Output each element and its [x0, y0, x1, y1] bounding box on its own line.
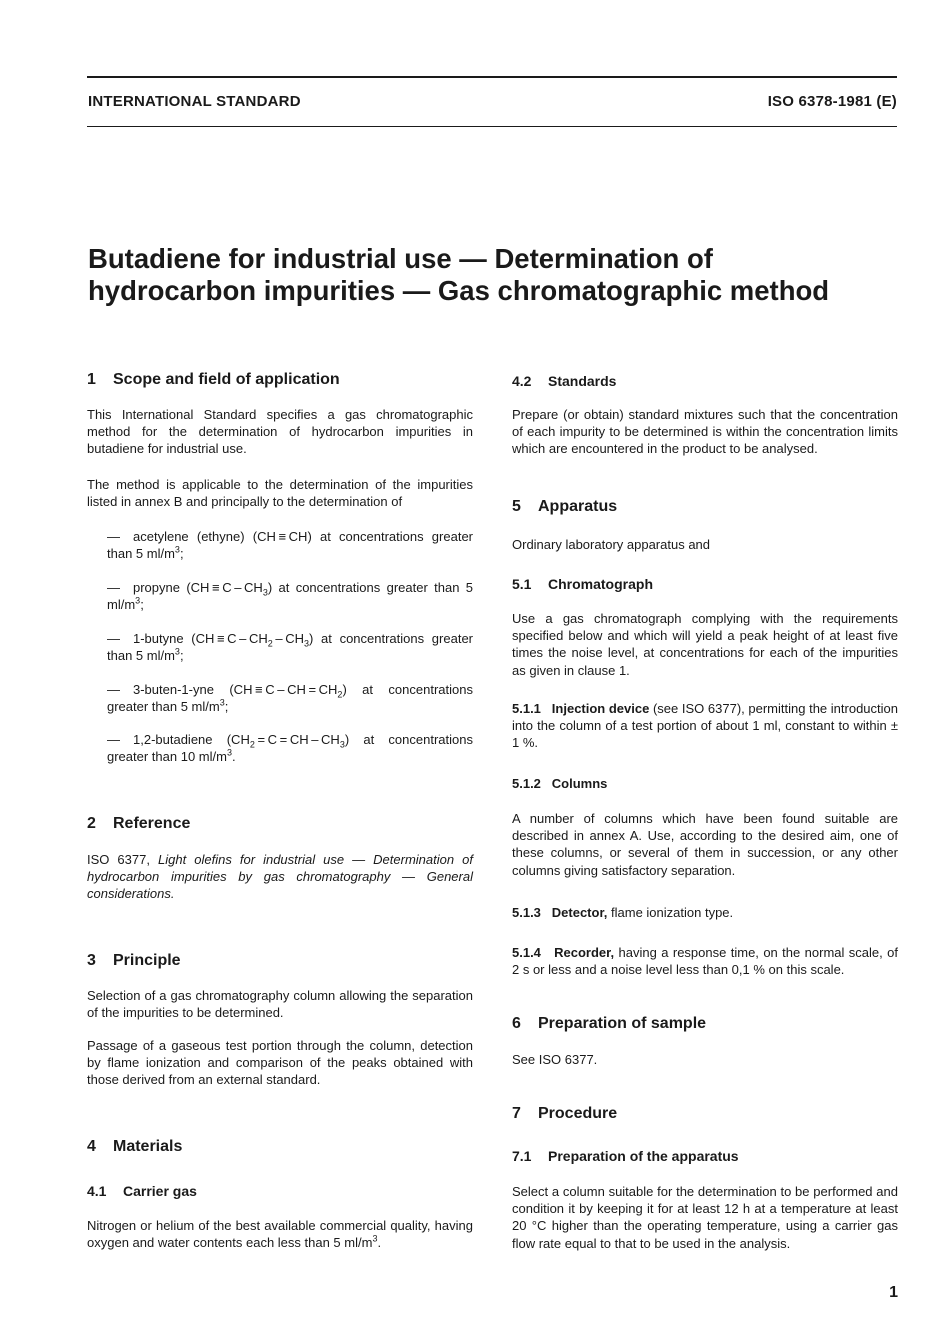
clause-title: Columns — [551, 776, 608, 791]
list-item — [107, 579, 473, 613]
paragraph: Select a column suitable for the determination to be performed and condition it by keeping it for at least 12 h at a temperature at least 20 °C higher than the operating temperature, using a carrier gas flow rate equal to that to be used in the analysis. — [512, 1184, 898, 1251]
superscript: 3 — [372, 1233, 378, 1244]
reference-entry — [87, 851, 473, 903]
list-dash: — — [107, 631, 120, 646]
section-5-1-1 — [512, 700, 898, 752]
section-number: 1 — [87, 371, 96, 388]
clause-number: 5.1.3 — [512, 905, 541, 920]
list-dash: — — [107, 682, 120, 697]
paragraph: The method is applicable to the determination of the impurities listed in annex B and principally to the determination of — [87, 477, 473, 510]
title-line-1: Butadiene for industrial use — Determination of — [88, 243, 713, 274]
header-bottom-rule — [87, 126, 897, 127]
list-text: 3-buten-1-yne (CH ≡ C – CH = CH — [133, 682, 338, 697]
subscript: 2 — [337, 689, 343, 700]
section-7-heading — [512, 1104, 898, 1124]
header-left: INTERNATIONAL STANDARD — [88, 93, 301, 110]
list-item — [107, 681, 473, 715]
section-6-heading — [512, 1014, 898, 1034]
superscript: 3 — [219, 697, 225, 708]
list-text: ; — [140, 597, 144, 613]
list-text: . — [231, 749, 236, 765]
paragraph-text: Nitrogen or helium of the best available commercial quality, having oxygen and water contents each less than 5 ml/m — [87, 1218, 473, 1251]
section-title: Materials — [113, 1138, 183, 1155]
paragraph: Use a gas chromatograph complying with the requirements specified below and which will yield a peak height of at least five times the noise level, at concentrations for each of the impurities as given in clause 1. — [512, 611, 898, 678]
list-text: ; — [179, 546, 184, 562]
superscript: 3 — [174, 544, 180, 555]
section-number: 3 — [87, 952, 96, 969]
section-number: 4.1 — [87, 1183, 107, 1199]
subscript: 2 — [267, 638, 273, 649]
list-item — [107, 630, 473, 664]
section-title: Preparation of sample — [538, 1015, 707, 1032]
section-7-1-heading — [512, 1147, 898, 1165]
section-number: 2 — [87, 815, 96, 832]
list-text: 1-butyne (CH ≡ C – CH — [133, 631, 268, 646]
superscript: 3 — [135, 595, 141, 606]
clause-title: Injection device — [551, 701, 650, 716]
section-title: Principle — [113, 952, 181, 969]
section-5-1-2-heading — [512, 775, 898, 792]
paragraph: Ordinary laboratory apparatus and — [512, 537, 711, 552]
clause-number: 5.1.1 — [512, 701, 541, 716]
paragraph: Selection of a gas chromatography column allowing the separation of the impurities to be determined. — [87, 988, 473, 1021]
subscript: 3 — [304, 638, 310, 649]
section-5-heading — [512, 497, 898, 517]
section-2-heading — [87, 814, 473, 834]
section-6-para — [512, 1051, 898, 1068]
paragraph: Prepare (or obtain) standard mixtures such that the concentration of each impurity to be determined is within the concentration limits which are encountered in the product to be analysed. — [512, 407, 898, 457]
list-text: propyne (CH ≡ C – CH — [133, 580, 263, 595]
section-1-heading — [87, 370, 473, 390]
clause-text: having a response time, on the normal scale, of 2 s or less and a noise level less than 0,1 % on this scale. — [512, 945, 899, 978]
paragraph: Passage of a gaseous test portion through the column, detection by flame ionization and comparison of the peaks obtained with those derived from an external standard. — [87, 1038, 473, 1088]
paragraph-text: . — [377, 1235, 382, 1251]
list-dash: — — [107, 732, 120, 747]
paragraph: See ISO 6377. — [512, 1052, 598, 1067]
paragraph: A number of columns which have been found suitable are described in annex A. Use, according to the desired aim, one of these columns, or several of them in succession, or any other columns giving satisfactory separation. — [512, 811, 898, 878]
list-text: ; — [179, 648, 184, 664]
list-text: ) at concentrations greater than 10 ml/m — [107, 732, 473, 765]
reference-code: ISO 6377, — [87, 852, 150, 867]
section-number: 7.1 — [512, 1148, 532, 1164]
list-text: ; — [224, 699, 229, 715]
list-text: ) at concentrations greater than 5 ml/m — [107, 580, 473, 613]
superscript: 3 — [226, 747, 232, 758]
section-5-1-heading — [512, 575, 898, 593]
section-title: Standards — [548, 373, 617, 389]
section-title: Apparatus — [538, 498, 618, 515]
clause-number: 5.1.4 — [512, 945, 541, 960]
list-text: = C = CH – CH — [254, 732, 340, 747]
section-1-para-1 — [87, 406, 473, 458]
section-4-1-heading — [87, 1182, 473, 1200]
section-number: 4.2 — [512, 373, 532, 389]
section-5-para — [512, 536, 898, 553]
section-3-para-1 — [87, 987, 473, 1021]
section-3-heading — [87, 951, 473, 971]
clause-title: Recorder, — [554, 945, 615, 960]
section-number: 7 — [512, 1105, 521, 1122]
list-text: 1,2-butadiene (CH — [133, 732, 250, 747]
section-3-para-2 — [87, 1037, 473, 1089]
list-dash: — — [107, 580, 120, 595]
section-5-1-4 — [512, 944, 898, 978]
list-text: – CH — [272, 631, 305, 646]
section-number: 5 — [512, 498, 521, 515]
section-4-1-para — [87, 1217, 473, 1251]
section-1-para-2 — [87, 476, 473, 510]
section-number: 5.1 — [512, 576, 532, 592]
list-text: ) at concentrations greater than 5 ml/m — [107, 682, 473, 715]
list-text: ) at concentrations greater than 5 ml/m — [107, 631, 474, 664]
section-number: 6 — [512, 1015, 521, 1032]
superscript: 3 — [174, 646, 180, 657]
document-title — [88, 243, 908, 307]
section-4-2-heading — [512, 372, 898, 390]
section-title: Carrier gas — [123, 1183, 197, 1199]
section-title: Chromatograph — [548, 576, 653, 592]
reference-title: Light olefins for industrial use — Determination of hydrocarbon impurities by gas chromatography — General considerations. — [87, 852, 473, 902]
section-5-1-para — [512, 610, 898, 679]
clause-text: flame ionization type. — [607, 905, 734, 920]
section-4-heading — [87, 1137, 473, 1157]
section-title: Preparation of the apparatus — [548, 1148, 739, 1164]
list-item — [107, 528, 473, 562]
section-7-1-para — [512, 1183, 898, 1252]
list-item — [107, 731, 473, 765]
section-title: Scope and field of application — [113, 371, 340, 388]
section-number: 4 — [87, 1138, 96, 1155]
top-rule — [87, 76, 897, 78]
section-4-2-para — [512, 406, 898, 458]
header-right: ISO 6378-1981 (E) — [767, 93, 897, 110]
section-5-1-2-para — [512, 810, 898, 879]
subscript: 3 — [339, 739, 345, 750]
section-title: Reference — [113, 815, 191, 832]
clause-title: Detector, — [551, 905, 608, 920]
subscript: 2 — [249, 739, 255, 750]
clause-text: (see ISO 6377), permitting the introduction into the column of a test portion of about 1 ml, constant to within ± 1 %. — [512, 701, 898, 751]
title-line-2: hydrocarbon impurities — Gas chromatographic method — [88, 275, 830, 306]
page-number: 1 — [889, 1284, 898, 1301]
list-dash: — — [107, 529, 120, 544]
section-5-1-3 — [512, 904, 898, 921]
subscript: 3 — [262, 587, 268, 598]
section-title: Procedure — [538, 1105, 618, 1122]
clause-number: 5.1.2 — [512, 776, 541, 791]
paragraph: This International Standard specifies a gas chromatographic method for the determination of hydrocarbon impurities in butadiene for industrial use. — [87, 407, 473, 457]
list-text: acetylene (ethyne) (CH ≡ CH) at concentrations greater than 5 ml/m — [107, 529, 473, 562]
